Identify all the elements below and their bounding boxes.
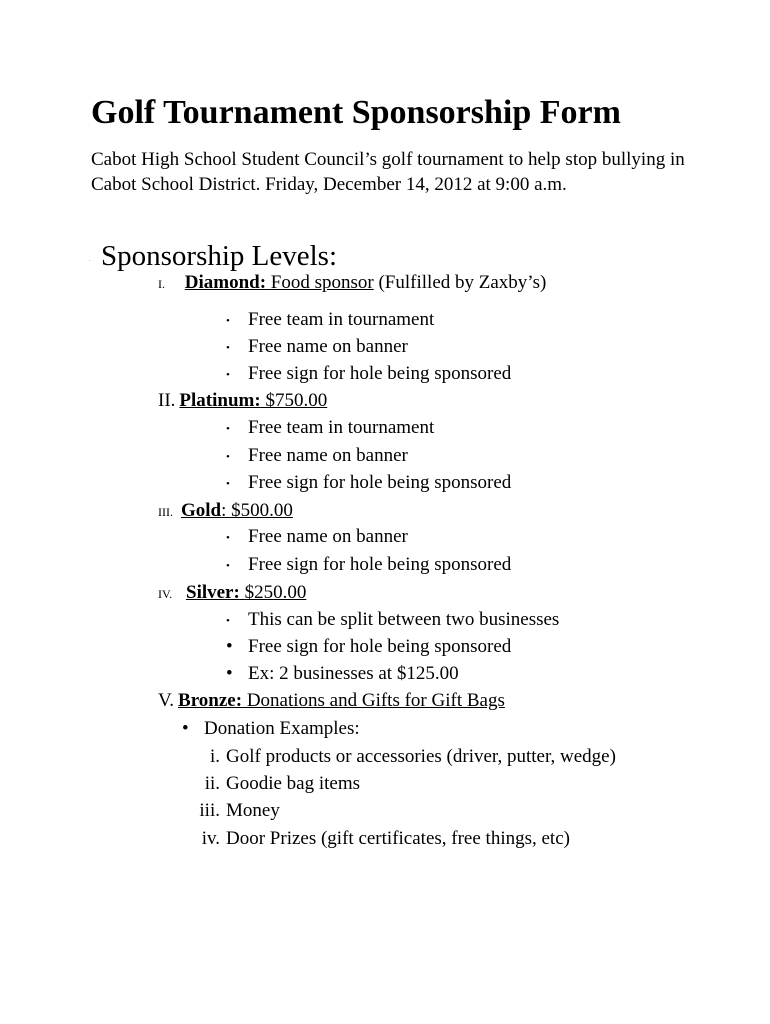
level-value: Food sponsor bbox=[266, 272, 374, 293]
level-name: Bronze: bbox=[178, 690, 243, 711]
level-note: (Fulfilled by Zaxby’s) bbox=[373, 272, 547, 293]
level-numeral: I. bbox=[158, 277, 165, 291]
list-item: • Free sign for hole being sponsored bbox=[226, 636, 512, 657]
level-value: $750.00 bbox=[260, 390, 328, 411]
level-numeral: IV. bbox=[158, 587, 173, 601]
level-numeral: III. bbox=[158, 505, 173, 519]
list-item: • Donation Examples: bbox=[182, 718, 360, 739]
level-name: Gold bbox=[181, 500, 222, 521]
level-name: Platinum: bbox=[179, 390, 261, 411]
level-silver bbox=[158, 581, 306, 606]
level-bronze bbox=[158, 689, 505, 713]
list-item: • Free sign for hole being sponsored bbox=[226, 363, 512, 384]
list-item: • Free name on banner bbox=[226, 526, 408, 547]
list-item: ii. Goodie bag items bbox=[204, 773, 361, 794]
list-item: • This can be split between two businesses bbox=[226, 609, 560, 630]
level-value: : $500.00 bbox=[221, 500, 293, 521]
list-item: iii. Money bbox=[199, 800, 280, 821]
section-heading: Sponsorship Levels: bbox=[101, 240, 338, 272]
level-platinum bbox=[158, 389, 327, 413]
level-diamond bbox=[158, 271, 546, 296]
level-numeral: V. bbox=[158, 690, 175, 711]
intro-paragraph: Cabot High School Student Council’s golf tournament to help stop bullying in Cabot School District. Friday, December 14, 2012 at 9:00 a.m. bbox=[91, 149, 685, 195]
list-marker: . bbox=[89, 255, 91, 263]
list-item: • Free name on banner bbox=[226, 445, 408, 466]
list-item: • Free team in tournament bbox=[226, 309, 435, 330]
level-value: Donations and Gifts for Gift Bags bbox=[242, 690, 505, 711]
list-item: • Free sign for hole being sponsored bbox=[226, 472, 512, 493]
level-numeral: II. bbox=[158, 390, 176, 411]
list-item: iv. Door Prizes (gift certificates, free things, etc) bbox=[201, 828, 570, 849]
list-item: • Ex: 2 businesses at $125.00 bbox=[226, 663, 459, 684]
level-name: Diamond: bbox=[184, 272, 267, 293]
page-title: Golf Tournament Sponsorship Form bbox=[91, 94, 621, 131]
list-item: i. Golf products or accessories (driver, putter, wedge) bbox=[209, 746, 616, 767]
level-gold bbox=[158, 499, 293, 524]
list-item: • Free sign for hole being sponsored bbox=[226, 554, 512, 575]
level-value: $250.00 bbox=[239, 582, 307, 603]
level-name: Silver: bbox=[186, 582, 240, 603]
list-item: • Free team in tournament bbox=[226, 417, 435, 438]
list-item: • Free name on banner bbox=[226, 336, 408, 357]
